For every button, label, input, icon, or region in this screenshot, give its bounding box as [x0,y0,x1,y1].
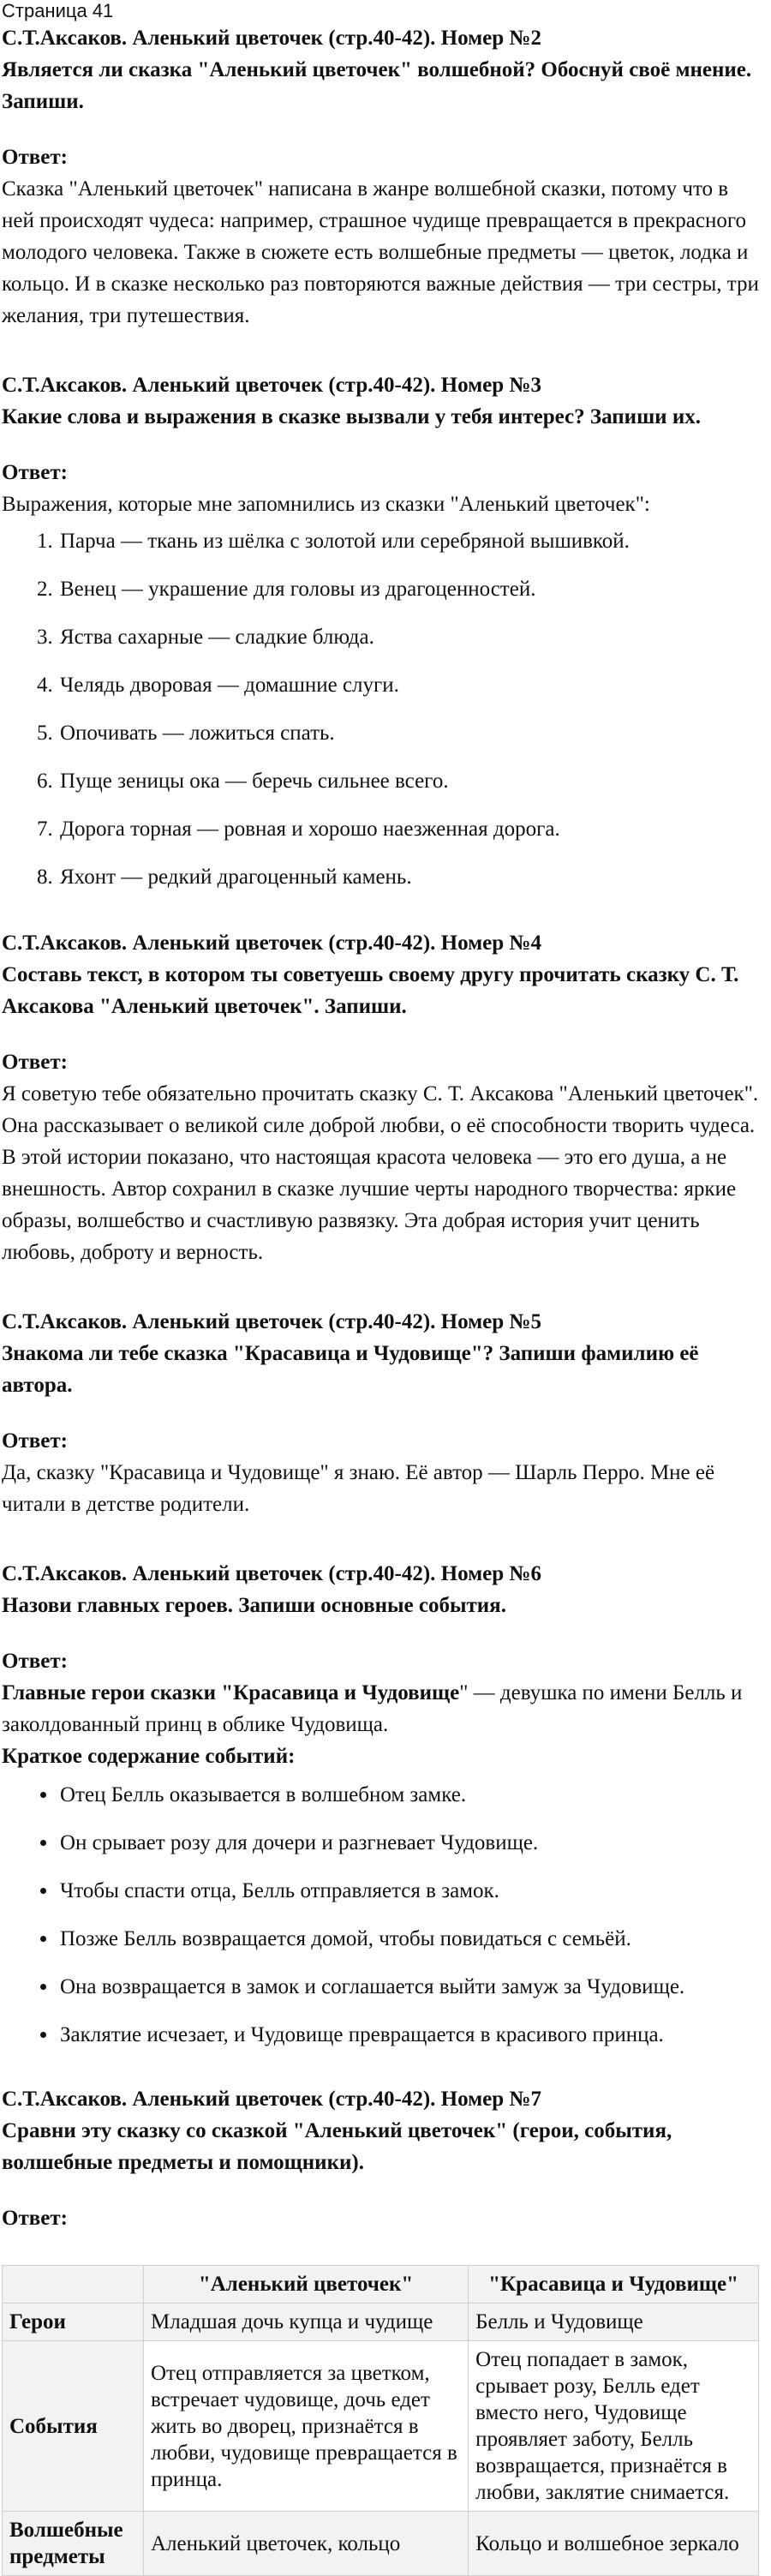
table-row [3,2341,759,2512]
list-item: • Заклятие исчезает, и Чудовище превращается в красивого принца. [58,2019,761,2051]
table-header-row [3,2266,759,2303]
table-cell: Кольцо и волшебное зеркало [469,2512,759,2576]
task-7 [2,2083,761,2576]
page-header: Страница 41 [2,0,114,21]
task-title: С.Т.Аксаков. Аленький цветочек (стр.40-42). Номер №2 [2,27,542,50]
table-header-cell: "Красавица и Чудовище" [469,2266,759,2303]
list-item: 6. Пуще зеницы ока — беречь сильнее всего. [58,765,761,797]
task-question: Является ли сказка "Аленький цветочек" волшебной? Обоснуй своё мнение. Запиши. [2,58,752,113]
task-question: Сравни эту сказку со сказкой "Аленький цветочек" (герои, события, волшебные предметы и помощники). [2,2119,672,2174]
list-item: 5. Опочивать — ложиться спать. [58,717,761,749]
table-cell: Отец попадает в замок, срывает розу, Белль едет вместо него, Чудовище проявляет заботу, Белль возвращается, признаётся в любви, заклятие снимается. [469,2341,759,2512]
expressions-list [2,525,761,893]
task-2 [2,22,761,332]
task-3 [2,369,761,893]
table-cell: Аленький цветочек, кольцо [144,2512,469,2576]
answer-label: Ответ: [2,1051,68,1074]
table-cell: Белль и Чудовище [469,2303,759,2341]
row-label: События [3,2341,144,2512]
list-item: 8. Яхонт — редкий драгоценный камень. [58,861,761,893]
answer-label: Ответ: [2,461,68,484]
task-title: С.Т.Аксаков. Аленький цветочек (стр.40-42). Номер №6 [2,1562,542,1585]
task-question: Составь текст, в котором ты советуешь своему другу прочитать сказку С. Т. Аксакова "Аленький цветочек". Запиши. [2,963,739,1018]
list-item: 4. Челядь дворовая — домашние слуги. [58,669,761,701]
answer-intro: Выражения, которые мне запомнились из сказки "Аленький цветочек": [2,493,650,516]
task-4 [2,927,761,1268]
comparison-table [2,2265,759,2576]
row-label: Волшебные предметы [3,2512,144,2576]
task-question: Какие слова и выражения в сказке вызвали у тебя интерес? Запиши их. [2,405,701,428]
task-title: С.Т.Аксаков. Аленький цветочек (стр.40-42). Номер №4 [2,932,542,955]
task-title: С.Т.Аксаков. Аленький цветочек (стр.40-42). Номер №3 [2,374,542,397]
answer-label: Ответ: [2,1650,68,1673]
answer-label: Ответ: [2,146,68,169]
table-cell: Отец отправляется за цветком, встречает чудовище, дочь едет жить во дворец, признаётся в любви, чудовище превращается в принца. [144,2341,469,2512]
table-header-cell: "Аленький цветочек" [144,2266,469,2303]
list-item: • Он срывает розу для дочери и разгневает Чудовище. [58,1827,761,1859]
page-content [0,22,771,2576]
answer-label: Ответ: [2,1429,68,1453]
list-item: 7. Дорога торная — ровная и хорошо наезженная дорога. [58,813,761,845]
table-row [3,2512,759,2576]
answer-text: Сказка "Аленький цветочек" написана в жанре волшебной сказки, потому что в ней происходят чудеса: например, страшное чудище превращается в прекрасного молодого человека. Также в сюжете есть волшебные предметы — цветок, лодка и кольцо. И в сказке несколько раз повторяются важные действия — три сестры, три желания, три путешествия. [2,177,759,327]
heroes-text [2,1677,761,1740]
heroes-rest: " — девушка по имени Белль и заколдованный принц в облике Чудовища. [2,1681,743,1736]
table-header-cell [3,2266,144,2303]
heroes-bold: Главные герои сказки "Красавица и Чудовище [2,1681,460,1704]
table-row [3,2303,759,2341]
events-list [2,1779,761,2051]
task-question: Знакома ли тебе сказка "Красавица и Чудовище"? Запиши фамилию её автора. [2,1342,699,1397]
task-title: С.Т.Аксаков. Аленький цветочек (стр.40-42). Номер №7 [2,2088,542,2111]
list-item: • Чтобы спасти отца, Белль отправляется в замок. [58,1875,761,1907]
answer-text: Я советую тебе обязательно прочитать сказку С. Т. Аксакова "Аленький цветочек". Она рассказывает о великой силе доброй любви, о её способности творить чудеса. В этой истории показано, что настоящая красота человека — это его душа, а не внешность. Автор сохранил в сказке лучшие черты народного творчества: яркие образы, волшебство и счастливую развязку. Эта добрая история учит ценить любовь, доброту и верность. [2,1082,759,1264]
list-item: • Позже Белль возвращается домой, чтобы повидаться с семьёй. [58,1923,761,1955]
table-cell: Младшая дочь купца и чудище [144,2303,469,2341]
task-question: Назови главных героев. Запиши основные события. [2,1594,506,1617]
events-label: Краткое содержание событий: [2,1745,296,1768]
task-title: С.Т.Аксаков. Аленький цветочек (стр.40-42). Номер №5 [2,1310,542,1333]
answer-label: Ответ: [2,2207,68,2230]
task-6 [2,1558,761,2051]
list-item: • Отец Белль оказывается в волшебном замке. [58,1779,761,1811]
list-item: 3. Яства сахарные — сладкие блюда. [58,621,761,653]
list-item: 1. Парча — ткань из шёлка с золотой или серебряной вышивкой. [58,525,761,557]
task-5 [2,1306,761,1520]
answer-text: Да, сказку "Красавица и Чудовище" я знаю. Её автор — Шарль Перро. Мне её читали в детстве родители. [2,1461,715,1516]
row-label: Герои [3,2303,144,2341]
list-item: 2. Венец — украшение для головы из драгоценностей. [58,573,761,605]
list-item: • Она возвращается в замок и соглашается выйти замуж за Чудовище. [58,1971,761,2003]
